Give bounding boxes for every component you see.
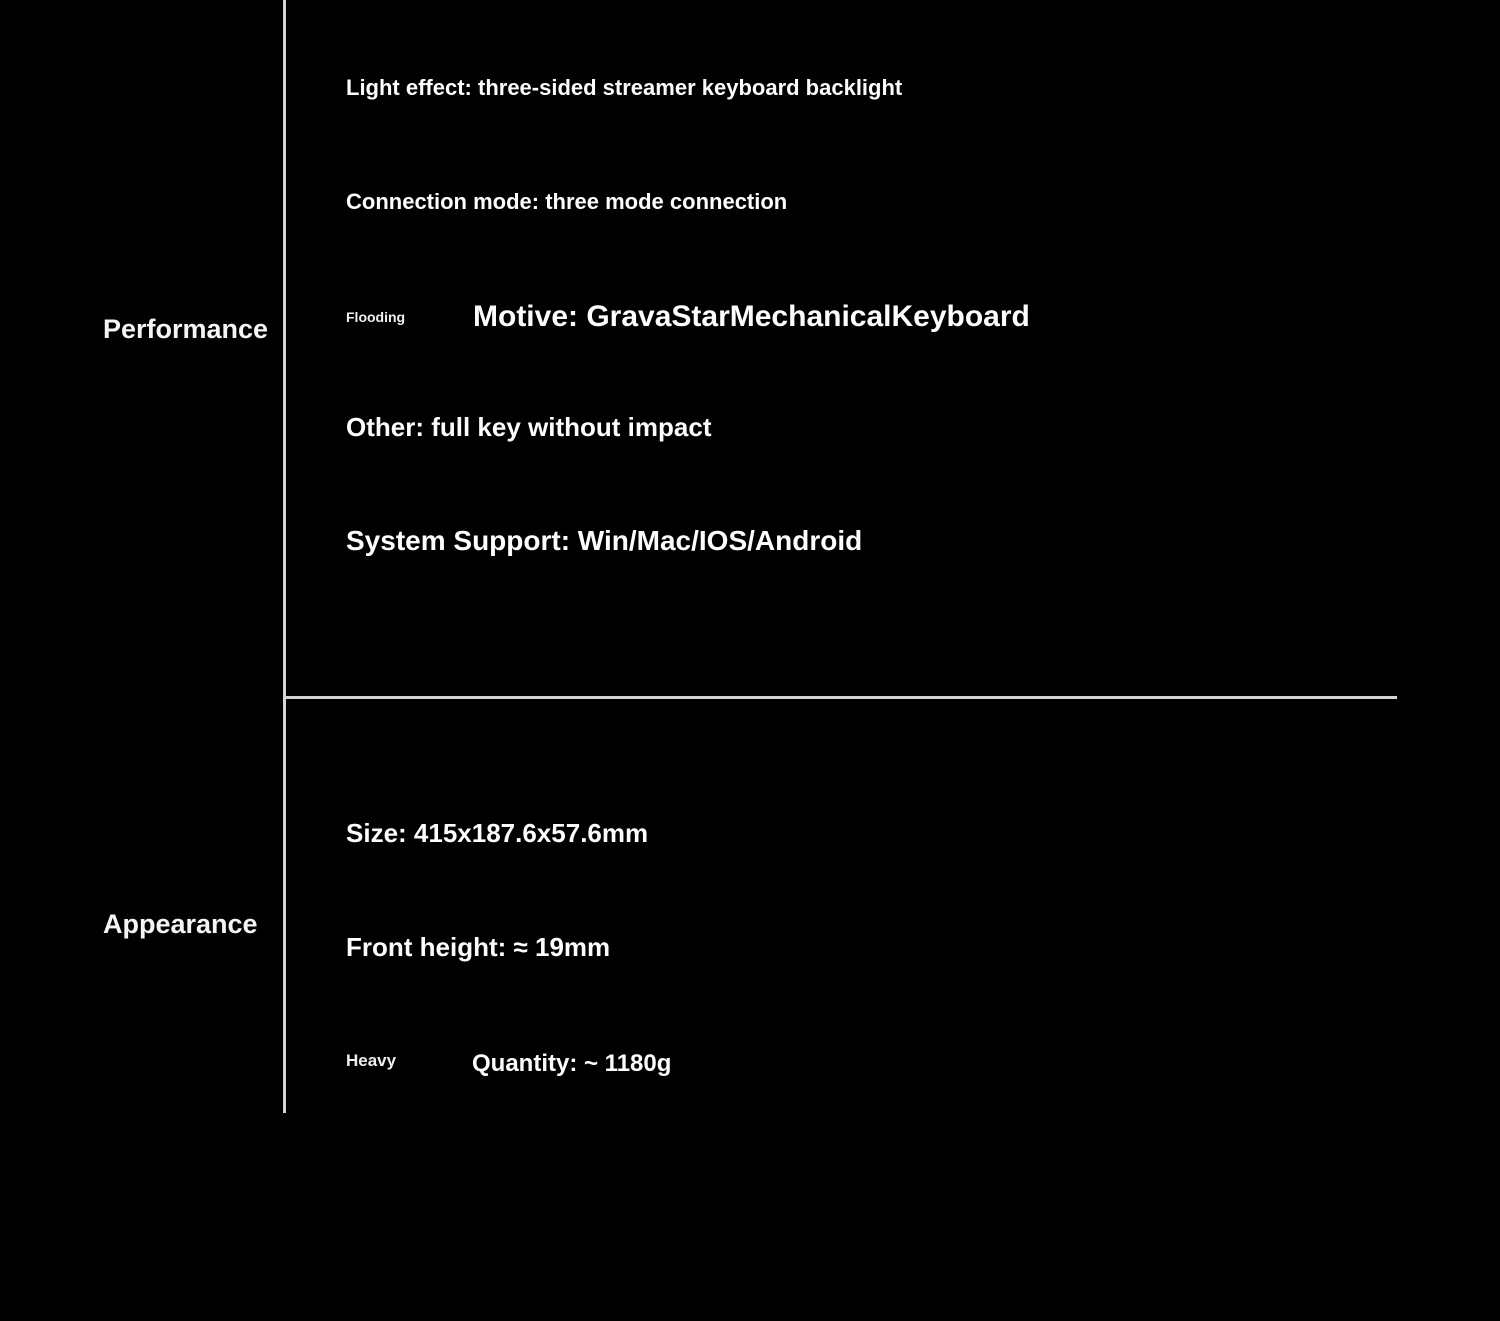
section-label-appearance: Appearance	[103, 909, 258, 939]
section-label-performance: Performance	[103, 314, 269, 344]
horizontal-divider	[286, 696, 1397, 699]
vertical-divider	[283, 0, 286, 1113]
spec-quantity: Quantity: ~ 1180g	[472, 1050, 672, 1077]
spec-system-support: System Support: Win/Mac/IOS/Android	[346, 525, 863, 556]
spec-front-height: Front height: ≈ 19mm	[346, 932, 611, 962]
spec-motive: Motive: GravaStarMechanicalKeyboard	[473, 300, 1030, 333]
spec-connection-mode: Connection mode: three mode connection	[346, 189, 788, 214]
spec-light-effect: Light effect: three-sided streamer keyboard backlight	[346, 75, 903, 100]
spec-flooding-label: Flooding	[346, 309, 406, 325]
spec-other: Other: full key without impact	[346, 412, 712, 442]
spec-size: Size: 415x187.6x57.6mm	[346, 818, 649, 848]
spec-heavy-label: Heavy	[346, 1051, 397, 1070]
